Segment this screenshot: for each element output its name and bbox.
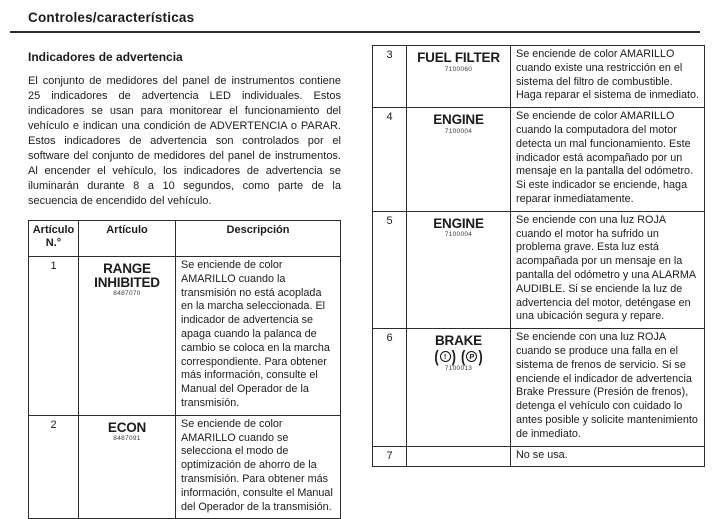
intro-paragraph: El conjunto de medidores del panel de instrumentos contiene 25 indicadores de advertencia LED individuales. Estos indicadores se usan para monitorear el funcionamiento del vehículo e indican una condición de ADVERTENCIA o PARAR. Estos indicadores de advertencia son controlados por el software del conjunto de medidores del panel de instrumentos. Al encender el vehículo, los indicadores de advertencia se iluminarán durante 8 a 10 segundos, como parte de la secuencia de encendido del vehículo. (28, 75, 341, 207)
indicator-part-number: 8487070 (113, 290, 141, 297)
indicator-label: BRAKE (434, 333, 482, 349)
column-header-item-line2: N.° (45, 237, 62, 249)
article-cell (79, 257, 176, 416)
item-number-cell: 4 (373, 108, 407, 212)
description-cell: Se enciende de color AMARILLO cuando existe una restricción en el sistema del filtro de combustible. Haga reparar el sistema de inmediato. (511, 46, 705, 108)
item-number-cell: 3 (373, 46, 407, 108)
description-cell: Se enciende con una luz ROJA cuando se produce una falla en el sistema de frenos de servicio. Si se enciende el indicador de advertencia Brake Pressure (Presión de frenos), detenga el vehículo con cuidado lo antes posible y solicite mantenimiento de inmediato. (511, 329, 705, 446)
left-arc: ( (461, 346, 466, 366)
article-cell (407, 108, 511, 212)
right-arc: ) (451, 346, 456, 366)
indicator-part-number: 7100013 (444, 364, 473, 372)
description-cell: No se usa. (511, 446, 705, 467)
parking-brake-glyph: P (466, 351, 477, 362)
header-rule (10, 31, 700, 33)
indicator-label: RANGE INHIBITED (94, 261, 160, 290)
article-cell (79, 415, 176, 519)
item-number-cell: 6 (373, 329, 407, 446)
column-header-description: Descripción (176, 221, 341, 257)
item-number-cell: 7 (373, 446, 407, 467)
table-header-row (29, 221, 341, 257)
page-title: Controles/características (28, 10, 195, 25)
left-column (28, 50, 341, 519)
article-cell (407, 46, 511, 108)
indicator-label: ENGINE (433, 112, 484, 128)
column-header-article: Artículo (79, 221, 176, 257)
table-row (29, 415, 341, 519)
indicator-label: ECON (107, 419, 147, 435)
table-row (373, 446, 705, 467)
description-cell: Se enciende de color AMARILLO cuando se selecciona el modo de optimización de ahorro de la transmisión. Para obtener más información, consulte el Manual del Operador de la transmisión. (176, 415, 341, 519)
indicator-label: FUEL FILTER (417, 50, 500, 65)
item-number-cell: 2 (29, 415, 79, 519)
indicator-part-number: 8487091 (113, 435, 141, 443)
item-number-cell: 5 (373, 211, 407, 328)
section-heading: Indicadores de advertencia (28, 50, 183, 64)
article-cell (407, 211, 511, 328)
indicator-label: ENGINE (433, 215, 484, 231)
left-arc: ( (434, 346, 439, 366)
warning-indicators-table-left (28, 220, 341, 519)
brake-warning-glyph: ! (440, 351, 451, 362)
brake-icons (409, 346, 508, 366)
table-row (373, 108, 705, 212)
description-cell: Se enciende de color AMARILLO cuando la transmisión no está acoplada en la marcha seleccionada. El indicador de advertencia se apaga cuando la palanca de cambio se coloca en la marcha correspondiente. Para obtener más información, consulte el Manual del Operador de la transmisión. (176, 257, 341, 416)
warning-indicators-table-right (372, 45, 705, 467)
brake-warning-icon (434, 346, 456, 366)
table-row (29, 257, 341, 416)
item-number-cell: 1 (29, 257, 79, 416)
table-row (373, 329, 705, 446)
table-row (373, 211, 705, 328)
table-row (373, 46, 705, 108)
description-cell: Se enciende con una luz ROJA cuando el motor ha sufrido un problema grave. Esta luz está acompañada por un mensaje en la pantalla del odómetro y una ALARMA AUDIBLE. Si se enciende la luz de advertencia del motor, deténgase en una ubicación segura y repare. (511, 211, 705, 328)
right-arc: ) (478, 346, 483, 366)
column-header-item-line1: Artículo (32, 224, 75, 236)
indicator-part-number: 7100060 (444, 65, 473, 73)
indicator-part-number: 7100004 (444, 127, 473, 135)
indicator-part-number: 7100004 (444, 231, 473, 239)
article-cell (407, 446, 511, 467)
parking-brake-icon (461, 346, 483, 366)
article-cell (407, 329, 511, 446)
description-cell: Se enciende de color AMARILLO cuando la computadora del motor detecta un mal funcionamiento. Este indicador está acompañado por un mensaje en la pantalla del odómetro. Si este indicador se enciende, haga reparar inmediatamente. (511, 108, 705, 212)
column-header-item-number (29, 221, 79, 257)
